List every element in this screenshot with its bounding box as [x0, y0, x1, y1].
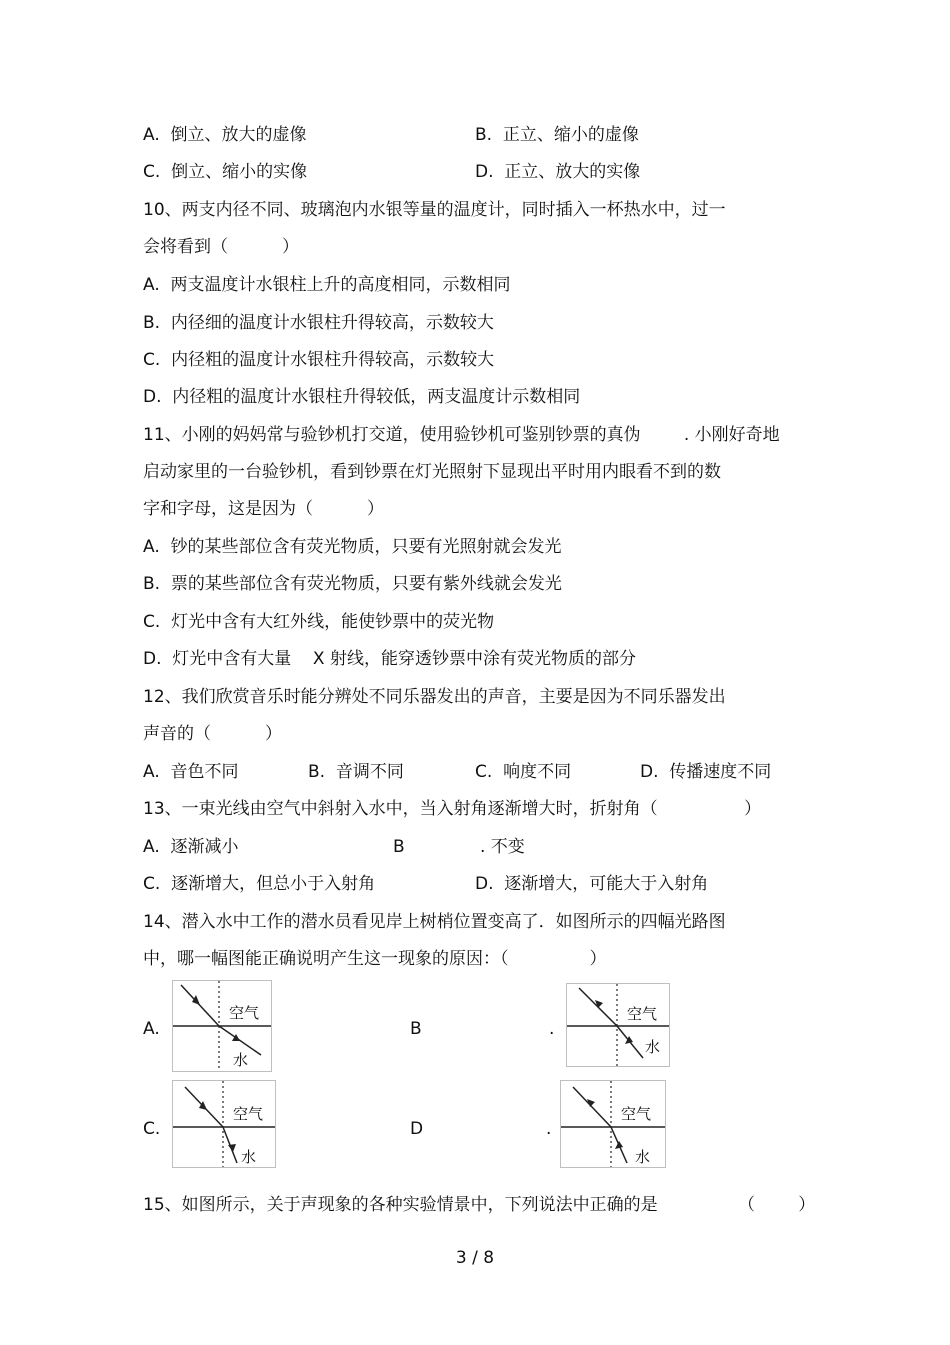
q14-fig-d-dot: .: [546, 1119, 552, 1139]
q11-stem-line3: 字和字母，这是因为（ ）: [143, 499, 385, 519]
q12-option-d: D. 传播速度不同: [640, 762, 772, 782]
q11-option-a: A. 钞的某些部位含有荧光物质，只要有光照射就会发光: [143, 537, 562, 557]
q12-option-c: C. 响度不同: [475, 762, 572, 782]
q9-option-a: A. 倒立、放大的虚像: [143, 125, 307, 145]
q13-stem: 13、一束光线由空气中斜射入水中，当入射角逐渐增大时，折射角（ ）: [143, 799, 762, 819]
q9-option-d: D. 正立、放大的实像: [475, 162, 641, 182]
q11-option-b: B. 票的某些部位含有荧光物质，只要有紫外线就会发光: [143, 574, 562, 594]
q13-option-b-text: . 不变: [480, 837, 525, 857]
page-number: 3 / 8: [455, 1248, 495, 1268]
water-label: 水: [241, 1148, 257, 1166]
q14-stem-line2: 中，哪一幅图能正确说明产生这一现象的原因：（ ）: [143, 949, 607, 969]
q11-stem-line1: 11、小刚的妈妈常与验钞机打交道，使用验钞机可鉴别钞票的真伪 . 小刚好奇地: [143, 425, 780, 445]
q14-figure-c: [172, 1080, 276, 1168]
air-label: 空气: [233, 1105, 264, 1123]
q13-option-d: D. 逐渐增大，可能大于入射角: [475, 874, 709, 894]
air-label: 空气: [229, 1004, 260, 1022]
q14-figure-b: [566, 983, 670, 1067]
q9-option-c: C. 倒立、缩小的实像: [143, 162, 308, 182]
q11-option-d: D. 灯光中含有大量 X 射线，能穿透钞票中涂有荧光物质的部分: [143, 649, 636, 669]
q15-answer-paren: （ ）: [738, 1195, 816, 1215]
q14-stem-line1: 14、潜入水中工作的潜水员看见岸上树梢位置变高了．如图所示的四幅光路图: [143, 912, 726, 932]
q14-fig-b-dot: .: [549, 1019, 555, 1039]
q12-option-b: B. 音调不同: [308, 762, 404, 782]
air-label: 空气: [621, 1105, 652, 1123]
water-label: 水: [233, 1051, 249, 1069]
q10-option-a: A. 两支温度计水银柱上升的高度相同，示数相同: [143, 275, 511, 295]
q10-stem-line2: 会将看到（ ）: [143, 237, 300, 257]
q15-stem: 15、如图所示，关于声现象的各种实验情景中，下列说法中正确的是: [143, 1195, 658, 1215]
q14-fig-d-label: D: [410, 1119, 424, 1139]
q13-option-b-label: B: [393, 837, 405, 857]
q9-option-b: B. 正立、缩小的虚像: [475, 125, 639, 145]
q11-option-c: C. 灯光中含有大红外线，能使钞票中的荧光物: [143, 612, 495, 632]
q13-option-a: A. 逐渐减小: [143, 837, 239, 857]
q14-fig-c-label: C.: [143, 1119, 161, 1139]
q10-option-d: D. 内径粗的温度计水银柱升得较低，两支温度计示数相同: [143, 387, 581, 407]
q14-figure-d: [560, 1080, 666, 1168]
q10-option-b: B. 内径细的温度计水银柱升得较高，示数较大: [143, 313, 494, 333]
q10-option-c: C. 内径粗的温度计水银柱升得较高，示数较大: [143, 350, 495, 370]
q14-figure-a: [172, 980, 272, 1072]
q12-stem-line2: 声音的（ ）: [143, 724, 283, 744]
air-label: 空气: [627, 1005, 658, 1023]
q14-fig-b-label: B: [410, 1019, 422, 1039]
q10-stem-line1: 10、两支内径不同、玻璃泡内水银等量的温度计，同时插入一杯热水中，过一: [143, 200, 726, 220]
q11-stem-line2: 启动家里的一台验钞机，看到钞票在灯光照射下显现出平时用内眼看不到的数: [143, 462, 721, 482]
q14-fig-a-label: A.: [143, 1019, 160, 1039]
q12-option-a: A. 音色不同: [143, 762, 239, 782]
q13-option-c: C. 逐渐增大，但总小于入射角: [143, 874, 376, 894]
water-label: 水: [635, 1148, 651, 1166]
water-label: 水: [645, 1038, 661, 1056]
q12-stem-line1: 12、我们欣赏音乐时能分辨处不同乐器发出的声音，主要是因为不同乐器发出: [143, 687, 726, 707]
